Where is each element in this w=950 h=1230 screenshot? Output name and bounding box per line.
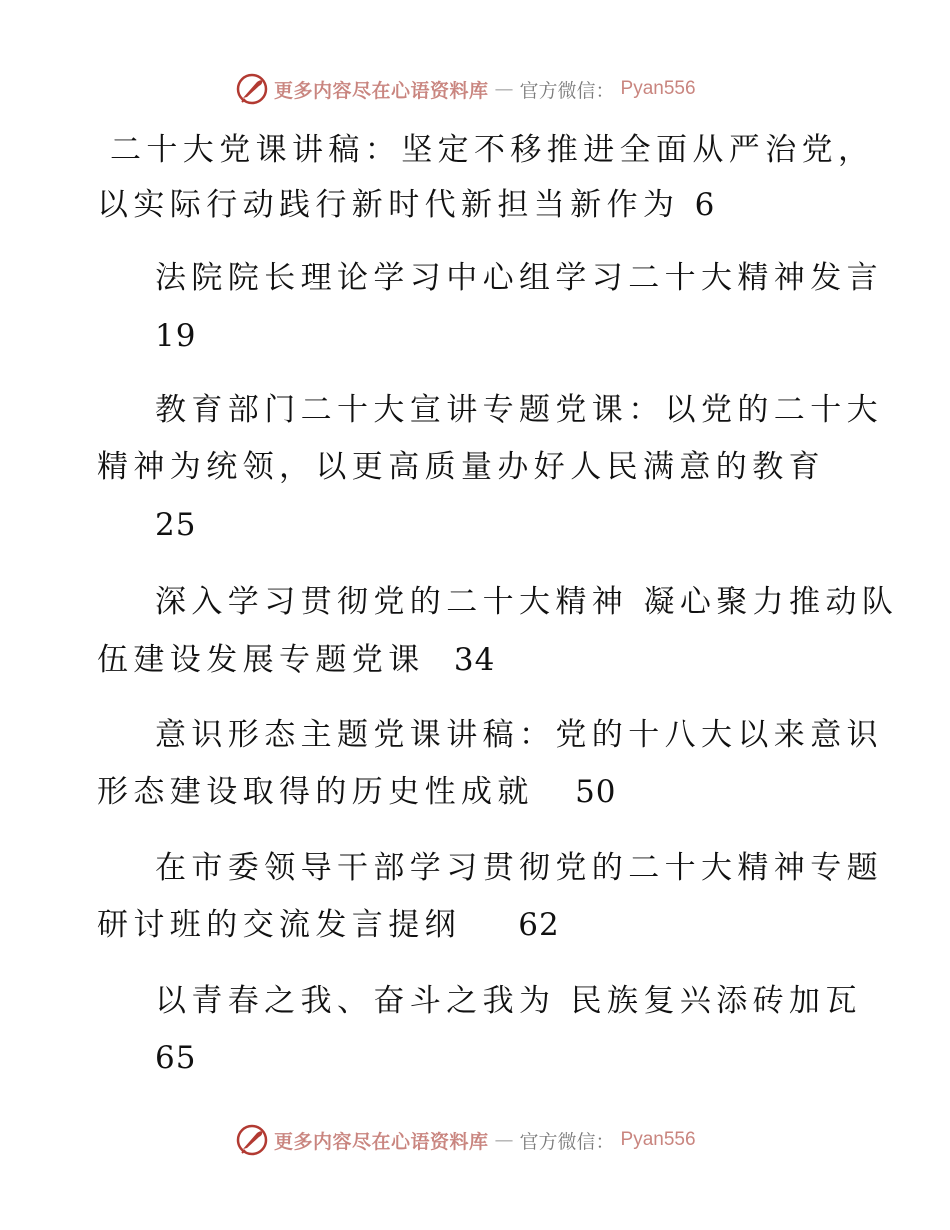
toc-entry-title: 以青春之我、奋斗之我为 民族复兴添砖加瓦 [155, 983, 862, 1019]
watermark-contact-label: 官方微信： [519, 1130, 615, 1153]
watermark-separator: — [494, 1129, 514, 1151]
watermark-brand: 更多内容尽在心语资料库 [274, 1130, 489, 1153]
toc-page-line[interactable] [155, 505, 196, 545]
toc-page-number: 6 [694, 187, 716, 223]
toc-entry-title: 研讨班的交流发言提纲 [97, 907, 461, 943]
toc-entry-line[interactable] [155, 390, 883, 430]
toc-entry-line[interactable] [155, 582, 898, 622]
toc-entry-line[interactable] [155, 715, 883, 755]
watermark-contact-label: 官方微信： [519, 79, 615, 102]
toc-page-line[interactable] [155, 1038, 196, 1078]
toc-page-number: 25 [155, 507, 197, 543]
toc-page-number: 19 [155, 318, 197, 354]
toc-entry-title: 教育部门二十大宣讲专题党课：以党的二十大 [155, 392, 883, 428]
watermark-brand: 更多内容尽在心语资料库 [274, 79, 489, 102]
quill-pen-logo-icon [236, 1124, 268, 1156]
toc-entry-title: 精神为统领，以更高质量办好人民满意的教育 [97, 449, 825, 485]
toc-entry-title: 意识形态主题党课讲稿：党的十八大以来意识 [155, 717, 883, 753]
toc-entry-title: 深入学习贯彻党的二十大精神 凝心聚力推动队 [155, 584, 899, 620]
toc-entry-line[interactable] [155, 258, 883, 298]
toc-entry-title: 伍建设发展专题党课 [97, 642, 425, 678]
watermark-separator: — [494, 78, 514, 100]
toc-entry-line[interactable] [97, 905, 560, 945]
toc-entry-line[interactable] [110, 130, 874, 170]
toc-entry-line[interactable] [97, 447, 825, 487]
toc-entry-line[interactable] [97, 772, 617, 812]
toc-entry-line[interactable] [155, 981, 862, 1021]
toc-entry-title: 法院院长理论学习中心组学习二十大精神发言 [155, 260, 883, 296]
toc-entry-line[interactable] [97, 640, 495, 680]
toc-entry-title: 二十大党课讲稿：坚定不移推进全面从严治党， [110, 132, 875, 168]
toc-entry-line[interactable] [155, 848, 883, 888]
toc-page-line[interactable] [155, 316, 196, 356]
toc-page-number: 65 [155, 1040, 197, 1076]
toc-page-number: 50 [575, 774, 617, 810]
toc-page-number: 34 [453, 642, 496, 678]
toc-entry-line[interactable] [97, 185, 715, 225]
toc-entry-title: 在市委领导干部学习贯彻党的二十大精神专题 [155, 850, 883, 886]
watermark-contact-id: Pyan556 [620, 78, 696, 99]
toc-entry-title: 形态建设取得的历史性成就 [97, 774, 534, 810]
watermark-contact-id: Pyan556 [620, 1129, 696, 1150]
toc-entry-title: 以实际行动践行新时代新担当新作为 [97, 187, 680, 223]
watermark-banner-bottom [236, 1123, 696, 1157]
toc-page-number: 62 [518, 907, 560, 943]
